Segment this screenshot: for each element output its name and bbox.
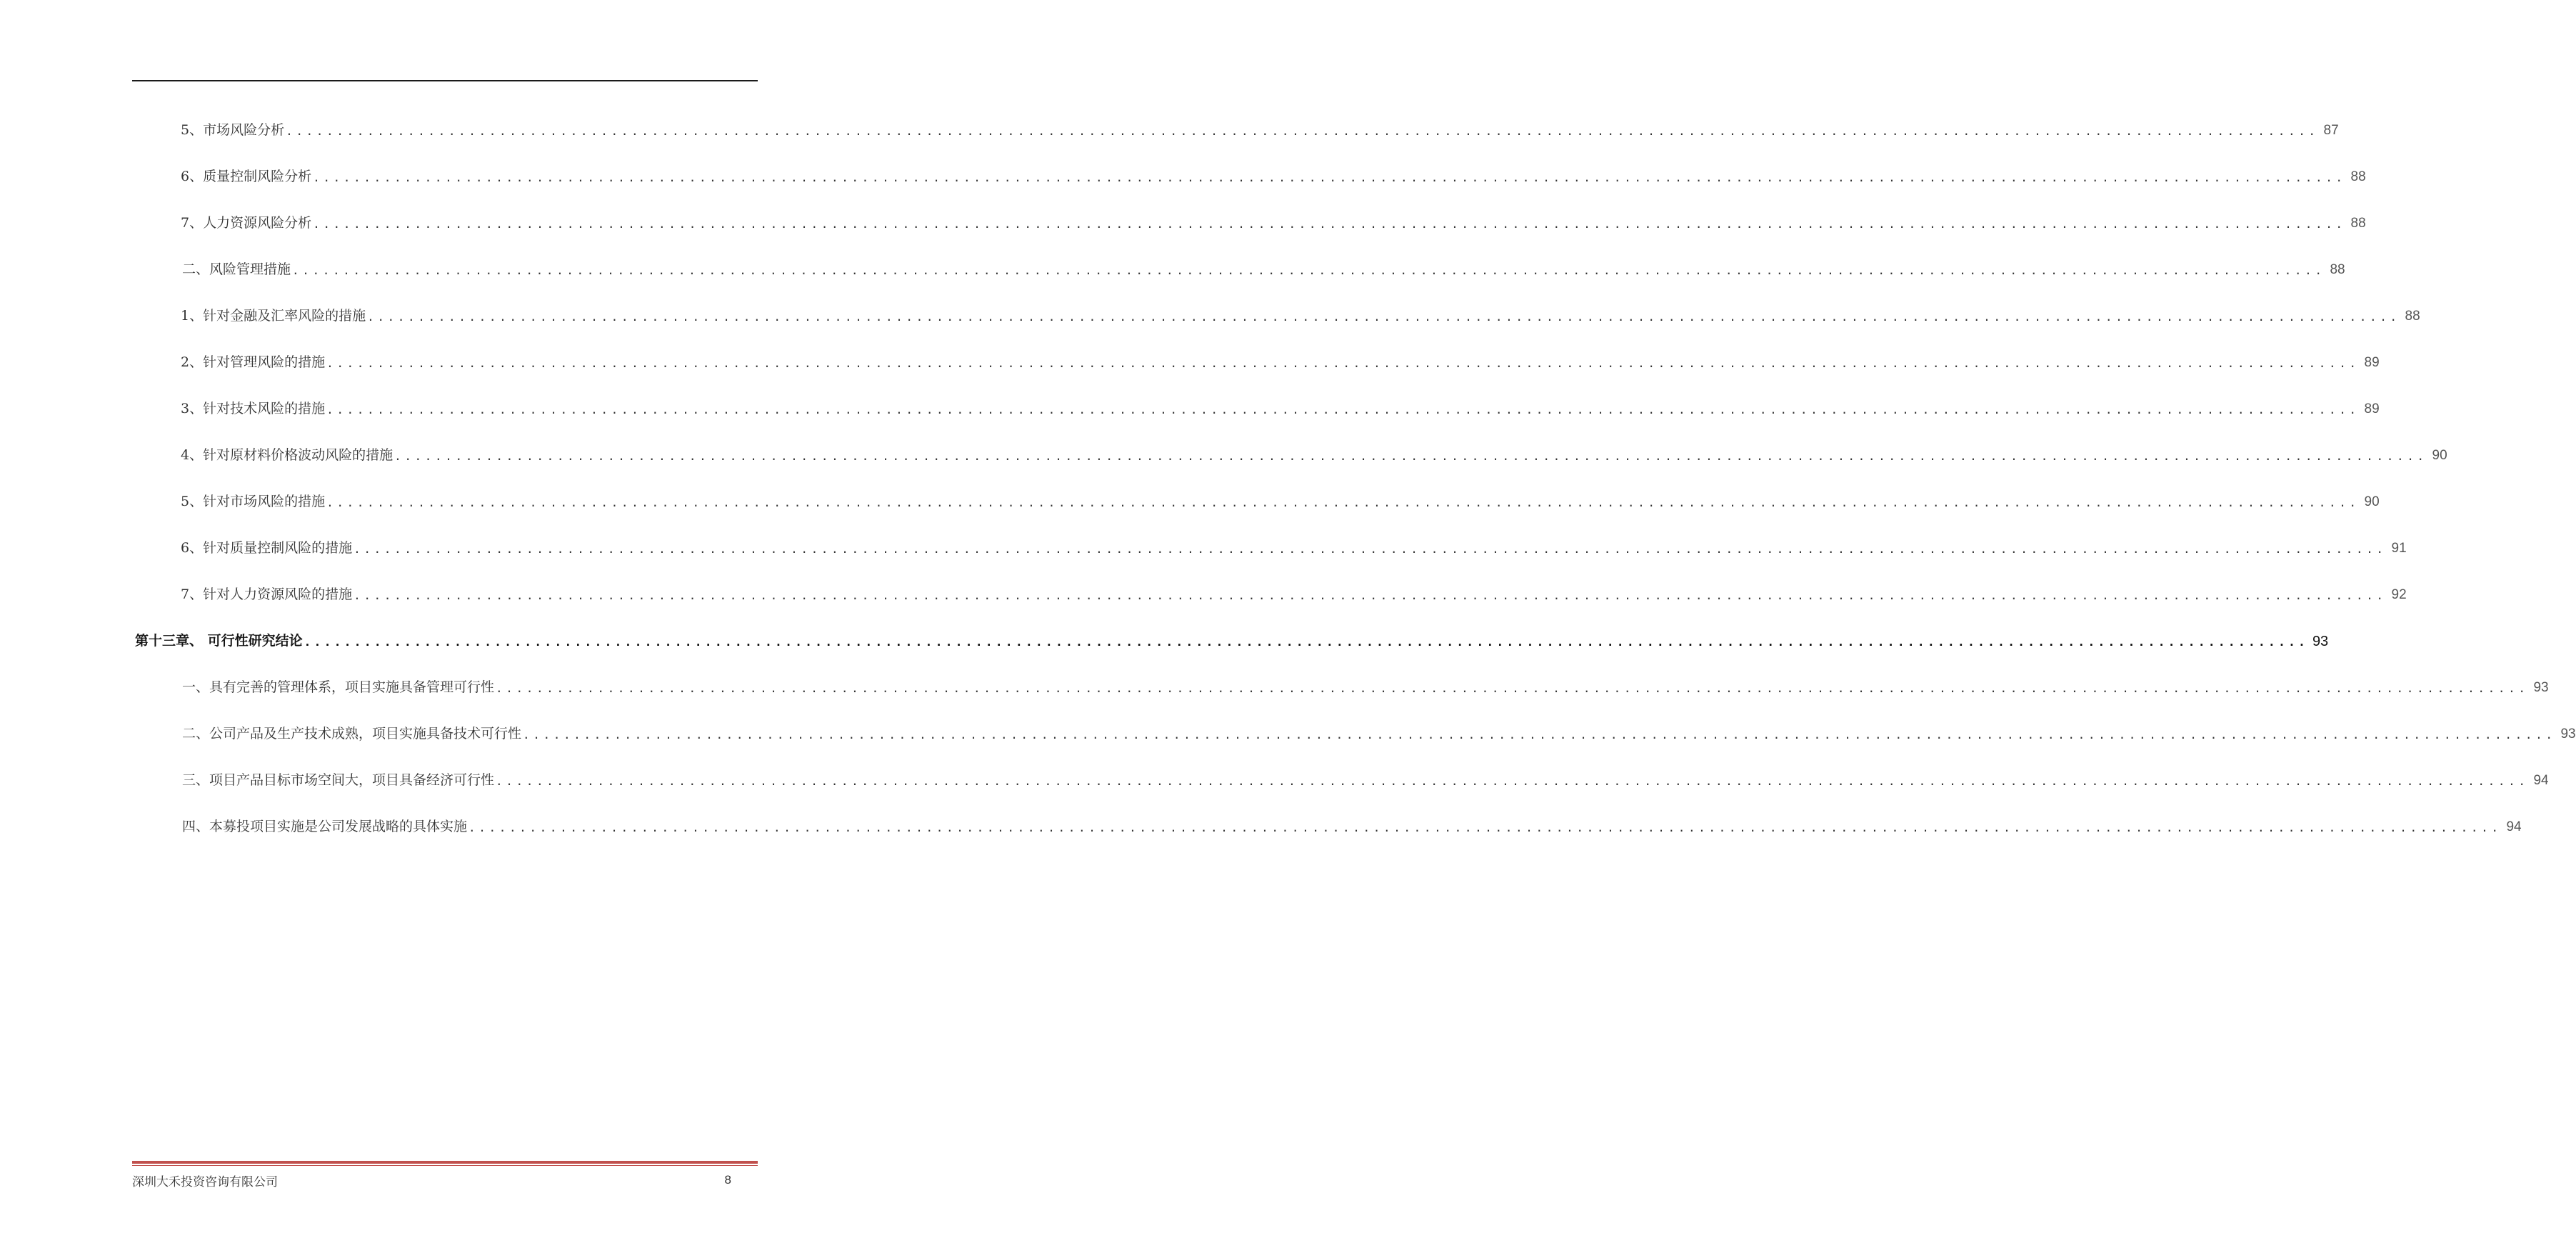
toc-entry-page: 94 <box>2506 819 2522 834</box>
toc-entry[interactable] <box>132 664 2549 711</box>
toc-entry-label: 4、针对原材料价格波动风险的措施 <box>181 447 394 463</box>
toc-entry-label: 6、针对质量控制风险的措施 <box>181 540 353 556</box>
toc-dot-leader: ........................................................................................................................................................................................................ <box>292 263 2325 277</box>
toc-dot-leader: ........................................................................................................................................................................................................ <box>523 727 2556 742</box>
toc-entry[interactable] <box>132 339 2380 386</box>
toc-entry-label: 二、公司产品及生产技术成熟，项目实施具备技术可行性 <box>182 726 522 742</box>
footer-company-name: 深圳大禾投资咨询有限公司 <box>132 1174 278 1189</box>
toc-entry[interactable] <box>132 525 2407 571</box>
toc-entry[interactable] <box>132 571 2407 618</box>
toc-entry[interactable] <box>132 479 2380 525</box>
toc-dot-leader: ........................................................................................................................................................................................................ <box>313 170 2346 184</box>
toc-entry[interactable] <box>132 293 2420 339</box>
toc-entry-label: 5、针对市场风险的措施 <box>181 494 326 509</box>
toc-entry[interactable] <box>132 107 2339 154</box>
footer-rule-thin <box>132 1165 758 1166</box>
toc-entry-label: 7、针对人力资源风险的措施 <box>181 586 353 602</box>
toc-entry[interactable] <box>132 246 2345 293</box>
toc-dot-leader: ........................................................................................................................................................................................................ <box>304 634 2309 649</box>
toc-chapter-page: 93 <box>2312 633 2329 649</box>
toc-entry[interactable] <box>132 154 2366 200</box>
toc-dot-leader: ........................................................................................................................................................................................................ <box>326 495 2360 509</box>
toc-entry[interactable] <box>132 804 2522 850</box>
toc-entry-page: 92 <box>2391 587 2407 602</box>
toc-entry-page: 88 <box>2350 169 2366 184</box>
toc-entry-label: 5、市场风险分析 <box>181 122 285 138</box>
toc-entry-label: 一、具有完善的管理体系，项目实施具备管理可行性 <box>182 679 495 695</box>
toc-entry-page: 87 <box>2323 123 2339 138</box>
toc-entry-label: 3、针对技术风险的措施 <box>181 401 326 416</box>
toc-dot-leader: ........................................................................................................................................................................................................ <box>313 216 2346 231</box>
toc-entry-label: 2、针对管理风险的措施 <box>181 354 326 370</box>
footer-rule <box>132 1161 758 1164</box>
toc-entry-label: 二、风险管理措施 <box>182 261 291 277</box>
toc-entry-page: 88 <box>2405 309 2420 324</box>
toc-dot-leader: ........................................................................................................................................................................................................ <box>326 356 2360 370</box>
toc-dot-leader: ........................................................................................................................................................................................................ <box>367 309 2400 324</box>
header-rule <box>132 80 758 81</box>
toc-entry[interactable] <box>132 386 2380 432</box>
toc-dot-leader: ........................................................................................................................................................................................................ <box>394 449 2427 463</box>
toc-chapter-entry[interactable] <box>132 618 2329 664</box>
toc-entry[interactable] <box>132 757 2549 804</box>
toc-dot-leader: ........................................................................................................................................................................................................ <box>468 820 2502 834</box>
toc-entry-page: 90 <box>2364 494 2380 509</box>
toc-entry[interactable] <box>132 711 2576 757</box>
toc-entry-page: 88 <box>2330 262 2345 277</box>
toc-entry-page: 93 <box>2560 727 2576 742</box>
toc-entry[interactable] <box>132 200 2366 246</box>
footer-page-number: 8 <box>724 1173 731 1187</box>
toc-entry-label: 7、人力资源风险分析 <box>181 215 312 231</box>
toc-dot-leader: ........................................................................................................................................................................................................ <box>354 588 2387 602</box>
table-of-contents <box>132 107 2576 850</box>
toc-dot-leader: ........................................................................................................................................................................................................ <box>354 541 2387 556</box>
toc-entry-page: 93 <box>2533 680 2549 695</box>
page-footer <box>132 1170 758 1190</box>
toc-dot-leader: ........................................................................................................................................................................................................ <box>496 774 2529 788</box>
toc-entry-page: 91 <box>2391 541 2407 556</box>
toc-entry-label: 1、针对金融及汇率风险的措施 <box>181 308 366 324</box>
toc-dot-leader: ........................................................................................................................................................................................................ <box>326 402 2360 416</box>
toc-chapter-label: 第十三章、 可行性研究结论 <box>135 633 303 649</box>
toc-entry-page: 89 <box>2364 401 2380 416</box>
toc-entry-label: 6、质量控制风险分析 <box>181 169 312 184</box>
toc-entry-label: 三、项目产品目标市场空间大，项目具备经济可行性 <box>182 772 495 788</box>
toc-dot-leader: ........................................................................................................................................................................................................ <box>496 681 2529 695</box>
toc-entry-label: 四、本募投项目实施是公司发展战略的具体实施 <box>182 819 468 834</box>
toc-entry-page: 89 <box>2364 355 2380 370</box>
toc-dot-leader: ........................................................................................................................................................................................................ <box>286 124 2319 138</box>
toc-entry[interactable] <box>132 432 2447 479</box>
toc-entry-page: 94 <box>2533 773 2549 788</box>
toc-entry-page: 90 <box>2432 448 2447 463</box>
toc-entry-page: 88 <box>2350 216 2366 231</box>
